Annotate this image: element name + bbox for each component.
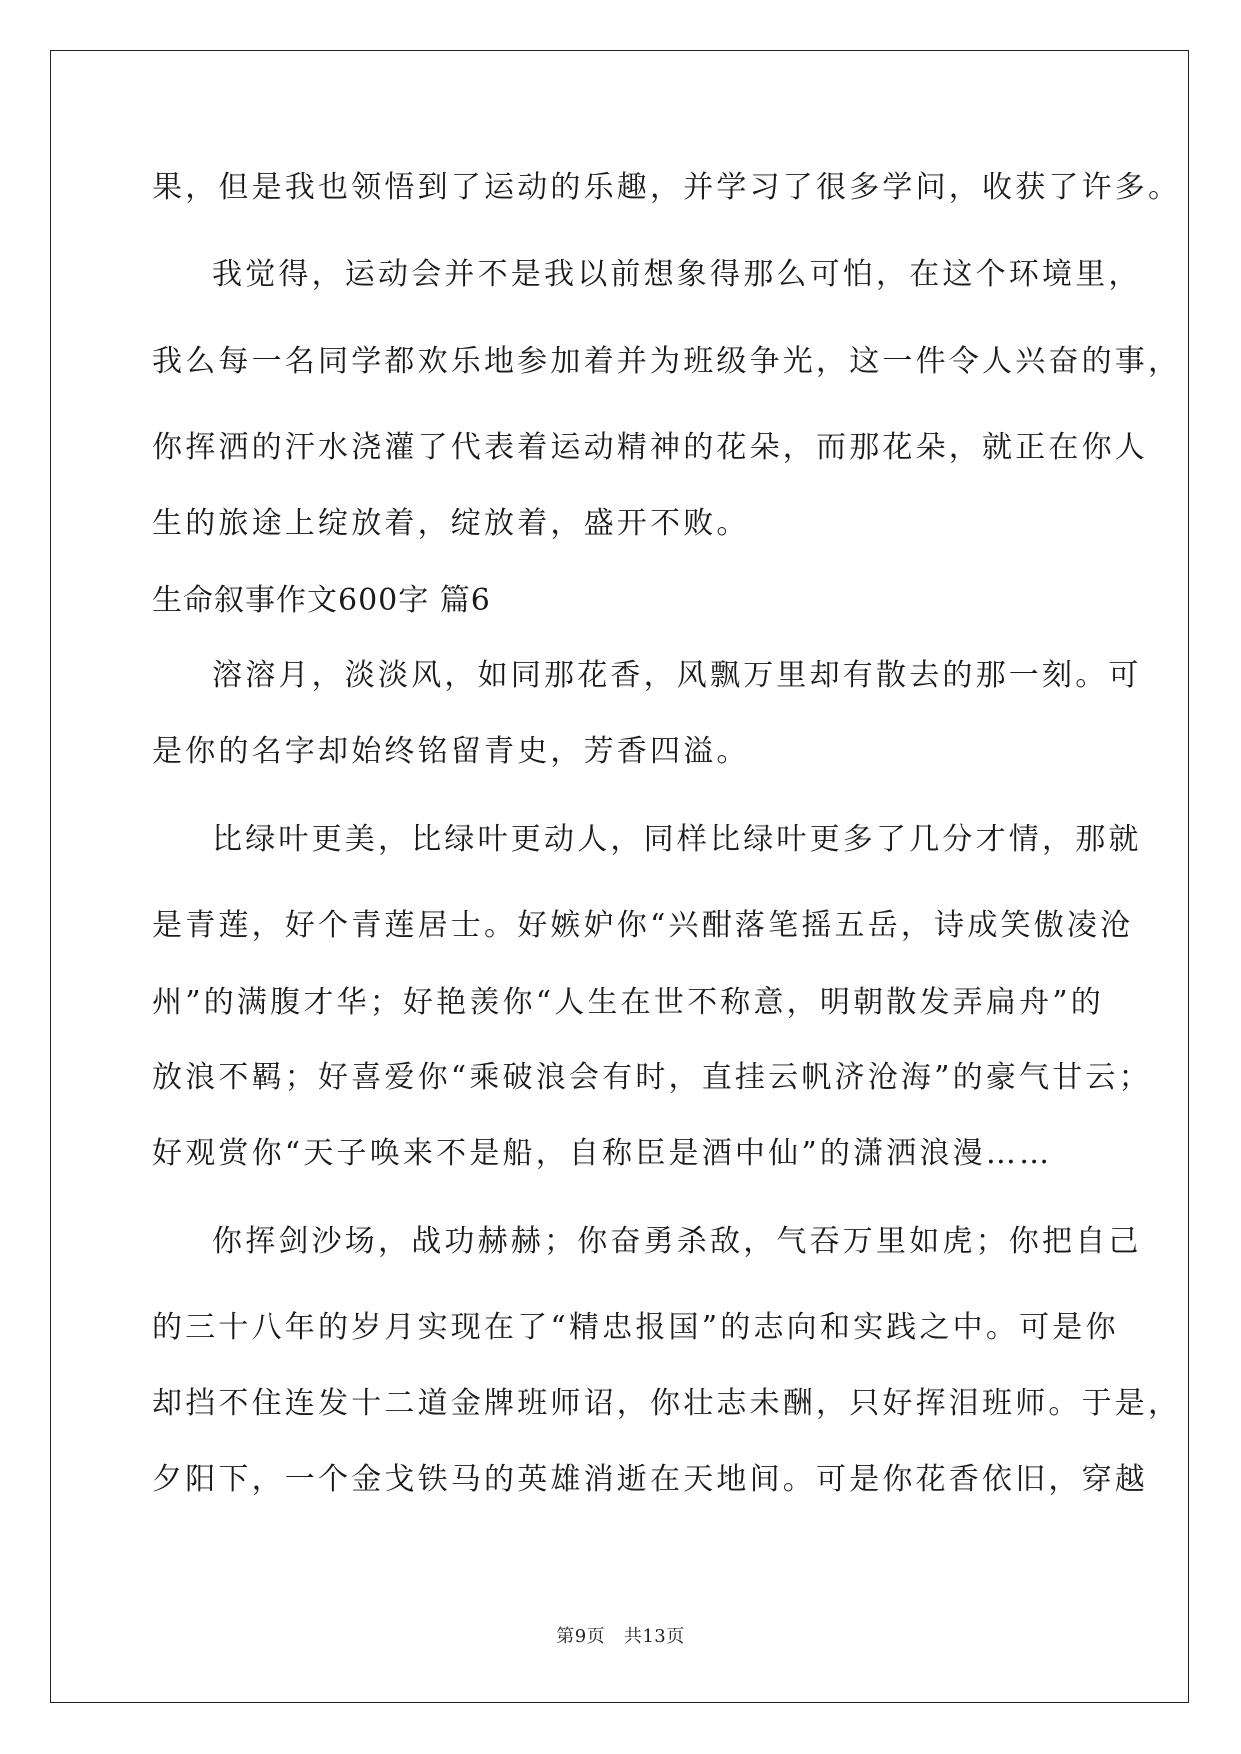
- paragraph-line: 的三十八年的岁月实现在了“精忠报国”的志向和实践之中。可是你: [152, 1310, 1119, 1345]
- page-number-label: 第9页 共13页: [556, 1626, 685, 1647]
- page-border: [50, 50, 1189, 1703]
- page-number-footer: [0, 1622, 1241, 1648]
- paragraph-line: 是青莲，好个青莲居士。好嫉妒你“兴酣落笔摇五岳，诗成笑傲凌沧: [152, 908, 1134, 943]
- paragraph-line: 却挡不住连发十二道金牌班师诏，你壮志未酬，只好挥泪班师。于是，: [152, 1386, 1182, 1421]
- paragraph-line: 比绿叶更美，比绿叶更动人，同样比绿叶更多了几分才情，那就: [212, 822, 1142, 857]
- paragraph-line: 放浪不羁；好喜爱你“乘破浪会有时，直挂云帆济沧海”的豪气甘云；: [152, 1060, 1152, 1095]
- paragraph-line: 你挥洒的汗水浇灌了代表着运动精神的花朵，而那花朵，就正在你人: [152, 430, 1148, 465]
- paragraph-line: 夕阳下，一个金戈铁马的英雄消逝在天地间。可是你花香依旧，穿越: [152, 1462, 1148, 1497]
- paragraph-line: 好观赏你“天子唤来不是船，自称臣是酒中仙”的潇洒浪漫……: [152, 1136, 1053, 1171]
- paragraph-line: 生的旅途上绽放着，绽放着，盛开不败。: [152, 506, 750, 541]
- paragraph-line: 是你的名字却始终铭留青史，芳香四溢。: [152, 734, 750, 769]
- paragraph-line: 我么每一名同学都欢乐地参加着并为班级争光，这一件令人兴奋的事，: [152, 344, 1182, 379]
- paragraph-line: 你挥剑沙场，战功赫赫；你奋勇杀敌，气吞万里如虎；你把自己: [212, 1224, 1142, 1259]
- paragraph-line: 我觉得，运动会并不是我以前想象得那么可怕，在这个环境里，: [212, 257, 1142, 292]
- paragraph-line: 果，但是我也领悟到了运动的乐趣，并学习了很多学问，收获了许多。: [152, 170, 1182, 205]
- paragraph-line: 溶溶月，淡淡风，如同那花香，风飘万里却有散去的那一刻。可: [212, 658, 1142, 693]
- section-heading: 生命叙事作文600字 篇6: [152, 583, 491, 618]
- paragraph-line: 州”的满腹才华；好艳羡你“人生在世不称意，明朝散发弄扁舟”的: [152, 985, 1105, 1020]
